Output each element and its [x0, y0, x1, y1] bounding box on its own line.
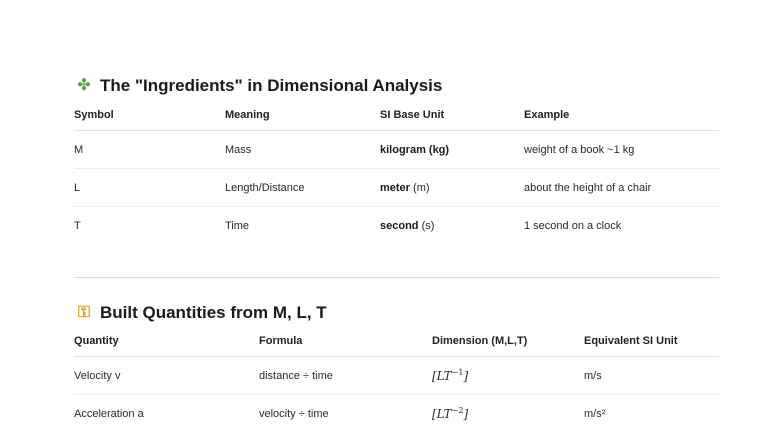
dimension-cell: [432, 395, 584, 433]
formula-cell: distance ÷ time: [259, 369, 333, 382]
unit-cell: m/s: [584, 369, 602, 382]
table-row: [74, 169, 719, 207]
quantities-table: [74, 326, 719, 433]
table-row: [74, 395, 719, 433]
symbol-cell: M: [74, 143, 84, 156]
dimension-close: ]: [463, 407, 469, 422]
unit-bold-text: second: [380, 219, 419, 232]
table-header-row: [74, 100, 719, 131]
quantity-cell: Acceleration a: [74, 407, 144, 420]
unit-cell: m/s²: [584, 407, 606, 420]
table-row: [74, 357, 719, 395]
column-header: Example: [524, 109, 570, 121]
dimension-base: [LT: [432, 369, 452, 383]
unit-rest-text: (s): [418, 219, 435, 232]
table-header-row: [74, 326, 719, 357]
unit-rest-text: (m): [409, 181, 430, 194]
key-icon: ⚿: [77, 304, 91, 321]
unit-cell: [380, 169, 524, 207]
column-header: Equivalent SI Unit: [584, 335, 678, 347]
example-cell: about the height of a chair: [524, 181, 652, 194]
column-header: Symbol: [74, 109, 114, 121]
section1-heading: [74, 76, 442, 96]
column-header: Meaning: [225, 109, 270, 121]
section1-title: The "Ingredients" in Dimensional Analysis: [100, 76, 443, 95]
symbol-cell: L: [74, 181, 81, 194]
table-row: [74, 131, 719, 169]
unit-cell: [380, 207, 524, 245]
column-header: Dimension (M,L,T): [432, 335, 528, 347]
ingredients-table: [74, 100, 719, 245]
quantity-cell: Velocity v: [74, 369, 121, 382]
dimension-base: [LT: [432, 407, 452, 422]
dimension-close: ]: [463, 369, 469, 383]
dimension-exponent: −1: [451, 368, 464, 377]
puzzle-icon: ✤: [77, 77, 91, 94]
meaning-cell: Mass: [225, 143, 252, 156]
section2-title: Built Quantities from M, L, T: [100, 303, 327, 322]
dimension-math: [432, 407, 468, 421]
example-cell: weight of a book ~1 kg: [524, 143, 635, 156]
example-cell: 1 second on a clock: [524, 219, 622, 232]
section2-heading: [74, 303, 327, 323]
meaning-cell: Length/Distance: [225, 181, 305, 194]
unit-bold-text: meter: [380, 181, 410, 194]
symbol-cell: T: [74, 219, 81, 232]
section-divider: [74, 277, 719, 278]
table-row: [74, 207, 719, 245]
dimension-cell: [432, 357, 584, 395]
column-header: Formula: [259, 335, 303, 347]
column-header: Quantity: [74, 335, 119, 347]
unit-bold-text: kilogram (kg): [380, 143, 450, 156]
column-header: SI Base Unit: [380, 109, 445, 121]
unit-cell: [380, 131, 524, 169]
formula-cell: velocity ÷ time: [259, 407, 329, 420]
dimension-exponent: −2: [451, 406, 464, 416]
dimension-math: [432, 369, 468, 383]
meaning-cell: Time: [225, 219, 250, 232]
